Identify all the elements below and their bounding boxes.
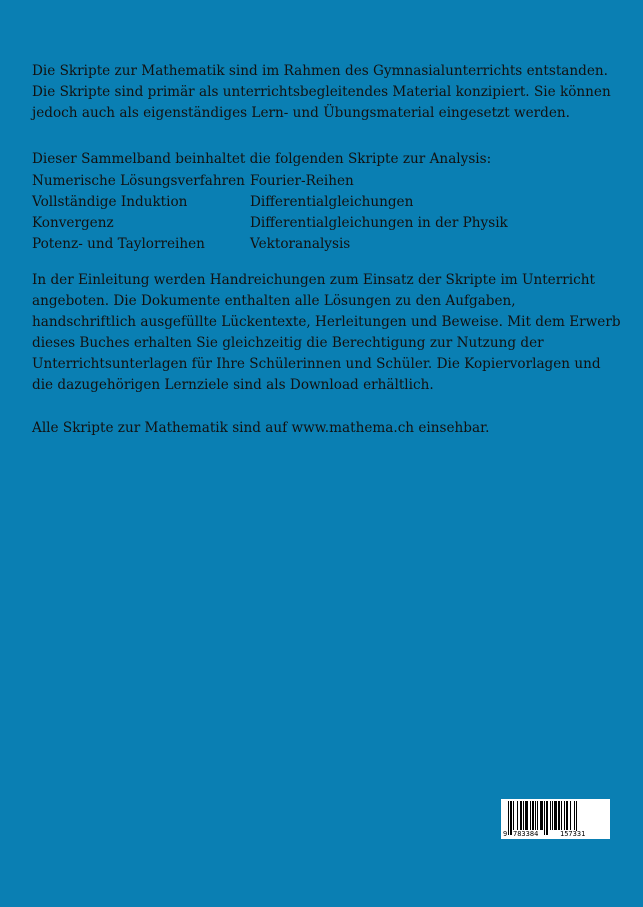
isbn-barcode (501, 799, 610, 839)
script-title: Vollständige Induktion (32, 194, 188, 210)
barcode-digit-first: 9 (503, 830, 508, 838)
barcode-digits-right: 157331 (560, 830, 586, 838)
barcode-digits-left: 783384 (513, 830, 539, 838)
script-title: Vektoranalysis (250, 236, 351, 252)
online-note: Alle Skripte zur Mathematik sind auf www.mathema.ch einsehbar. (32, 420, 490, 436)
script-title: Numerische Lösungsverfahren (32, 173, 245, 189)
script-list (32, 171, 622, 255)
script-title: Differentialgleichungen in der Physik (250, 215, 508, 231)
script-title: Differentialgleichungen (250, 194, 414, 210)
script-row (32, 192, 622, 213)
intro-paragraph: Die Skripte zur Mathematik sind im Rahmen des Gymnasialunterrichts entstanden. Die Skripte sind primär als unterrichtsbegleitendes Material konzipiert. Sie können jedoch auch als eigenständiges Lern- und Übungsmaterial eingesetzt werden. (32, 63, 611, 121)
script-row (32, 234, 622, 255)
collection-intro: Dieser Sammelband beinhaltet die folgenden Skripte zur Analysis: (32, 151, 492, 167)
usage-paragraph: In der Einleitung werden Handreichungen zum Einsatz der Skripte im Unterricht angeboten. Die Dokumente enthalten alle Lösungen zu den Aufgaben, handschriftlich ausgefüllte Lückentexte, Herleitungen und Beweise. Mit dem Erwerb dieses Buches erhalten Sie gleichzeitig die Berechtigung zur Nutzung der Unterrichtsunterlagen für Ihre Schülerinnen und Schüler. Die Kopiervorlagen und die dazugehörigen Lernziele sind als Download erhältlich. (32, 272, 621, 393)
script-title: Konvergenz (32, 215, 114, 231)
script-title: Fourier-Reihen (250, 173, 354, 189)
script-title: Potenz- und Taylorreihen (32, 236, 205, 252)
script-row (32, 213, 622, 234)
script-row (32, 171, 622, 192)
